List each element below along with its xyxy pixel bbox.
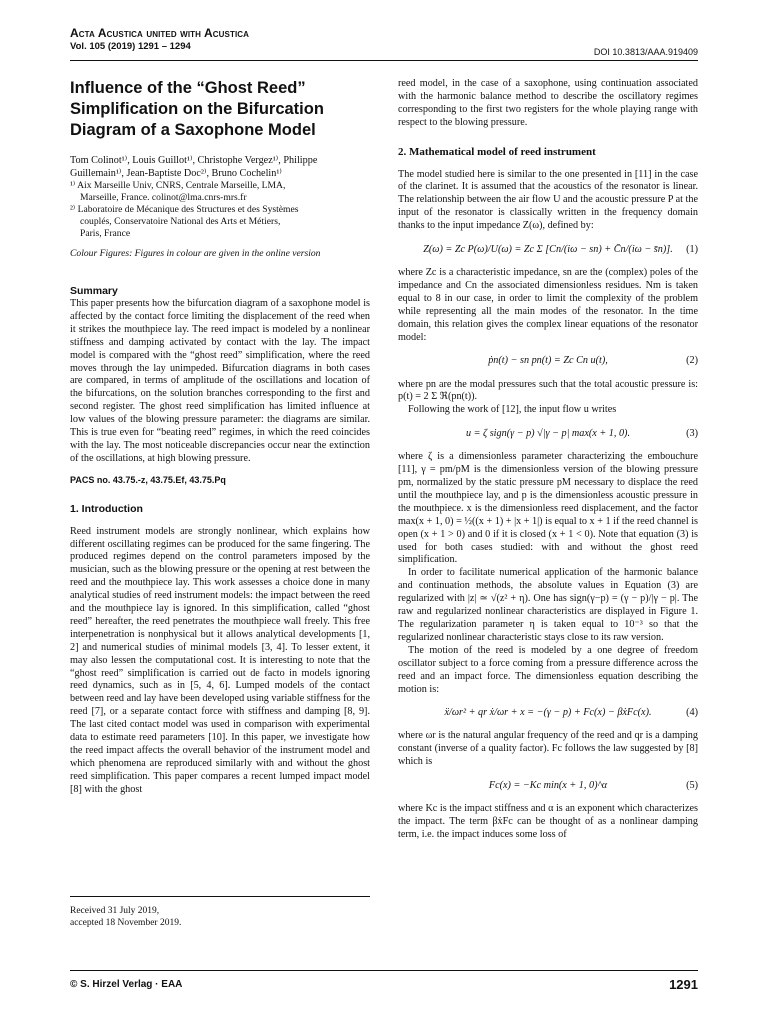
accepted-date: accepted 18 November 2019. <box>70 918 182 928</box>
section-2-paragraph-2: where Zc is a characteristic impedance, sn are the (complex) poles of the impedance and Cn the associated dimensionless residues. Nm is taken equal to 8 in our case, in order to limit the complexity of the problem while representing all the main modes of the resonator. In the time domain, this relation gives the complex linear equations of the resonator model: <box>398 267 698 343</box>
affiliation-2-line-3: Paris, France <box>80 228 131 240</box>
summary-text: This paper presents how the bifurcation diagram of a saxophone model is affected by the contact force limiting the displacement of the reed when it strikes the mouthpiece lay. The reed impact is modeled by a nonlinear stiffness and damping activated by contact with the lay. The impact model is compared with the “ghost reed” simplification, where the reed moves through the lay unimpeded. Bifurcation diagrams in both cases are compared, in terms of amplitude of the oscillations and location of the bifurcations, on the solution branches corresponding to the first and second register. The ghost reed simplification has limited influence at low values of the blowing pressure parameter: the diagrams are similar. This is true even for “beating reed” regimes, in which the reed coincides with the lay. The most noticeable discrepancies occur near the extinction of the oscillations, at high blowing pressure. <box>70 298 370 464</box>
pacs-numbers: PACS no. 43.75.-z, 43.75.Ef, 43.75.Pq <box>70 474 226 485</box>
section-2-paragraph-8: where ωr is the natural angular frequency of the reed and qr is a damping constant (inverse of a quality factor). Fc follows the law suggested by [8] which is <box>398 730 698 768</box>
publisher-credit: © S. Hirzel Verlag · EAA <box>70 979 183 990</box>
intro-heading: 1. Introduction <box>70 502 143 515</box>
section-2-paragraph-3: where pn are the modal pressures such that the total acoustic pressure is: p(t) = 2 Σ ℜ(pn(t)). <box>398 378 698 403</box>
summary-heading: Summary <box>70 285 118 298</box>
equation-3-body: u = ζ sign(γ − p) √|γ − p| max(x + 1, 0). <box>465 427 630 439</box>
section-2-paragraph-1: The model studied here is similar to the one presented in [11] in the case of the clarinet. It is assumed that the acoustics of the resonator is linear. The relationship between the air flow U and the acoustic pressure P at the input of the resonator is classically written in the frequency domain thanks to the input impedance Z(ω), defined by: <box>398 168 698 232</box>
equation-4-body: ẍ/ωr² + qr ẋ/ωr + x = −(γ − p) + Fc(x) − βẋFc(x). <box>444 706 652 718</box>
equation-1-body: Z(ω) = Zc P(ω)/U(ω) = Zc Σ [Cn/(iω − sn) + C̄n/(iω − s̄n)]. <box>423 243 673 255</box>
section-2-paragraph-5: where ζ is a dimensionless parameter characterizing the embouchure [11], γ = pm/pM is the dimensionless version of the blowing pressure pm, normalized by the static pressure pM necessary to displace the reed until the mouthpiece lay, and p is the dimensionless acoustic pressure in the mouthpiece. x is the dimensionless reed displacement, and the factor max(x + 1, 0) = ½((x + 1) + |x + 1|) is equal to x + 1 if the reed channel is open (x + 1 > 0) and 0 if it is closed (x + 1 < 0). Note that equation (3) is used for both cases studied: with and without the ghost reed simplification. <box>398 451 698 566</box>
received-dates <box>70 905 181 929</box>
authors-line-2: Guillemain¹⁾, Jean-Baptiste Doc²⁾, Bruno Cochelin¹⁾ <box>70 167 282 179</box>
equation-4-number: (4) <box>686 706 698 718</box>
section-2-paragraph-7: The motion of the reed is modeled by a one degree of freedom oscillator subject to a force coming from a pressure difference across the reed and an impact force. The dimensionless equation describing the motion is: <box>398 644 698 695</box>
equation-3 <box>398 425 698 443</box>
equation-2-body: ṗn(t) − sn pn(t) = Zc Cn u(t), <box>488 355 608 367</box>
affiliation-1-line-2: Marseille, France. colinot@lma.cnrs-mrs.fr <box>80 192 247 204</box>
equation-2 <box>398 353 698 371</box>
equation-5-body: Fc(x) = −Kc min(x + 1, 0)^α <box>488 779 608 791</box>
affiliation-1-line-1: ¹⁾ Aix Marseille Univ, CNRS, Centrale Marseille, LMA, <box>70 180 286 192</box>
section-2-paragraph-6: In order to facilitate numerical application of the harmonic balance and continuation methods, the absolute values in Equation (3) are regularized with |z| ≃ √(z² + η). One has sign(γ−p) = (γ − p)/|γ − p|. The raw and regularized nonlinear characteristics are displayed in Figure 1. The regularization parameter η is taken equal to 10⁻³ so that the regularized nonlinear characteristic stays close to its raw version. <box>398 567 698 643</box>
left-column <box>70 78 370 797</box>
affiliation-2-line-2: couplés, Conservatoire National des Arts et Métiers, <box>80 216 281 228</box>
footnote-rule <box>70 896 370 897</box>
affiliation-2-line-1: ²⁾ Laboratoire de Mécanique des Structures et des Systèmes <box>70 204 299 216</box>
section-2-paragraph-9: where Kc is the impact stiffness and α is an exponent which characterizes the impact. The term βẋFc can be thought of as a nonlinear damping term, i.e. the impact induces some loss of <box>398 803 698 840</box>
received-date: Received 31 July 2019, <box>70 906 160 916</box>
intro-paragraph-1: Reed instrument models are strongly nonlinear, which explains how different oscillating regimes can be produced for the same fingering. The produced regimes depend on the control parameters imposed by the musician, such as the blowing pressure or the opening at rest between the reed and the mouthpiece lay. This work assesses a choice done in many analytical studies of reed instrument models: the impact between the reed and the mouthpiece lay is ignored. In this simplification, called “ghost reed” hereafter, the reed penetrates the mouthpiece wall freely. This free interpenetration is nonphysical but it allows analytical developments [1, 2] and numerical studies of minimal models [3, 4]. To lesser extent, it may also lessen the computational cost. It is interesting to note that the “ghost reed” simplification is carried out de facto in models ignoring reed dynamics, such as in [5, 4, 6]. Lumped models of the contact between reed and lay have been developed using variable stiffness for the reed [7], or a separate contact force with stiffness and damping [8, 9]. The last cited contact model was used in comparison with experimental data to estimate reed parameters [10]. In this paper, we investigate how the reed impact affects the overall behavior of the instrument model and which phenomena are reproduced similarly with and without the ghost reed simplification. This paper compares a recent lumped impact model [8] with the ghost <box>70 525 370 795</box>
equation-3-number: (3) <box>686 427 698 439</box>
journal-name: Acta Acustica united with Acustica <box>70 26 250 40</box>
equation-2-number: (2) <box>686 355 698 367</box>
intro-paragraph-1-continued: reed model, in the case of a saxophone, using continuation associated with the harmonic balance method to describe the oscillatory regimes corresponding to the first two registers for the whole playing range with respect to the blowing pressure. <box>398 78 698 128</box>
journal-volume: Vol. 105 (2019) 1291 – 1294 <box>70 41 191 52</box>
doi: DOI 10.3813/AAA.919409 <box>593 47 698 57</box>
page-number: 1291 <box>669 977 698 992</box>
article-title: Influence of the “Ghost Reed” Simplification on the Bifurcation Diagram of a Saxophone Model <box>70 79 324 139</box>
colour-figures-note: Colour Figures: Figures in colour are given in the online version <box>70 248 321 260</box>
section-2-paragraph-4: Following the work of [12], the input flow u writes <box>408 404 617 416</box>
authors-line-1: Tom Colinot¹⁾, Louis Guillot¹⁾, Christophe Vergez¹⁾, Philippe <box>70 155 318 166</box>
footer-rule <box>70 970 698 971</box>
equation-5 <box>398 777 698 795</box>
equation-1 <box>398 241 698 259</box>
equation-4 <box>398 704 698 722</box>
equation-1-number: (1) <box>686 243 698 255</box>
section-2-heading: 2. Mathematical model of reed instrument <box>398 145 596 158</box>
equation-5-number: (5) <box>686 779 698 791</box>
right-column <box>398 78 698 842</box>
header-rule <box>70 60 698 61</box>
